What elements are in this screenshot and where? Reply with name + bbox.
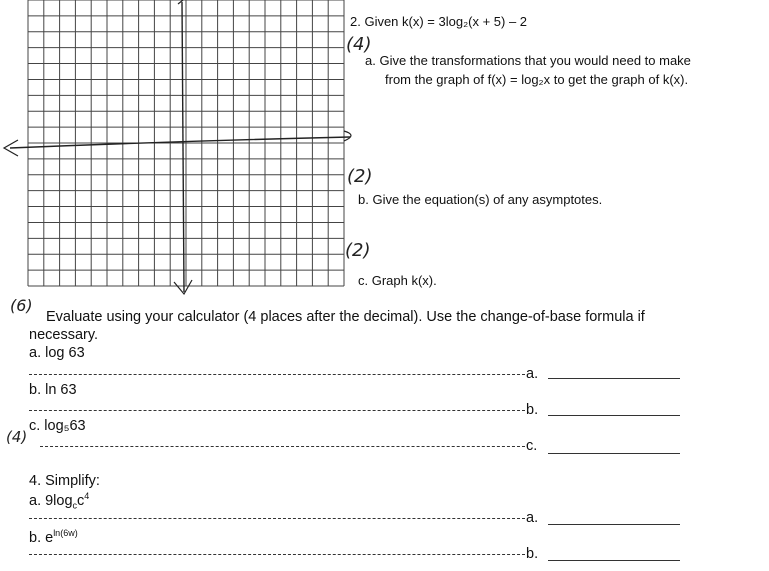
q4a-suffix: c bbox=[77, 492, 85, 509]
q2-title: 2. Given k(x) = 3log₂(x + 5) – 2 bbox=[350, 14, 528, 29]
q3c-dashed-line bbox=[40, 446, 525, 447]
q3c-answer-label: c. bbox=[526, 438, 538, 454]
y-axis-drawn bbox=[182, 2, 184, 292]
q3c-answer-blank[interactable] bbox=[548, 453, 680, 454]
q4a-answer-blank[interactable] bbox=[548, 524, 680, 525]
q4a-sub: c bbox=[72, 500, 78, 511]
q4a-dashed-line bbox=[29, 518, 525, 519]
q3c-label: c. log₅63 bbox=[29, 418, 86, 434]
q4b-answer-label: b. bbox=[526, 546, 539, 562]
q4b-label bbox=[29, 528, 78, 546]
q3b-label: b. ln 63 bbox=[29, 382, 77, 398]
q3b-dashed-line bbox=[29, 410, 525, 411]
q3-text-line2: necessary. bbox=[29, 327, 99, 343]
q4a-answer-label: a. bbox=[526, 510, 539, 526]
q3-marks: (6) bbox=[10, 296, 33, 315]
q3-text-line1: Evaluate using your calculator (4 places after the decimal). Use the change-of-base formula if bbox=[46, 309, 645, 325]
q3a-answer-blank[interactable] bbox=[548, 378, 680, 379]
q2a-text-line1: a. Give the transformations that you would need to make bbox=[365, 53, 691, 68]
q4a-sup: 4 bbox=[84, 491, 90, 501]
q3-side-marks: (4) bbox=[6, 428, 28, 446]
q2a-marks: (4) bbox=[346, 34, 372, 55]
q2c-text: c. Graph k(x). bbox=[358, 273, 437, 288]
q4b-sup: ln(6w) bbox=[53, 528, 78, 538]
q4b-answer-blank[interactable] bbox=[548, 560, 680, 561]
q3a-answer-label: a. bbox=[526, 366, 539, 382]
q2b-text: b. Give the equation(s) of any asymptotes. bbox=[358, 192, 603, 207]
q2c-marks: (2) bbox=[345, 240, 371, 261]
q2a-text-line2: from the graph of f(x) = log₂x to get the graph of k(x). bbox=[385, 72, 689, 87]
y-axis-arrow-bottom bbox=[174, 280, 192, 294]
q4b-prefix: b. e bbox=[29, 529, 54, 546]
q4a-label bbox=[29, 491, 89, 511]
q4a-prefix: a. 9log bbox=[29, 492, 73, 509]
q3a-dashed-line bbox=[29, 374, 525, 375]
x-axis-arrow-right bbox=[344, 131, 351, 141]
q3b-answer-blank[interactable] bbox=[548, 415, 680, 416]
q3a-label: a. log 63 bbox=[29, 345, 85, 361]
q4-title: 4. Simplify: bbox=[29, 473, 100, 489]
q4b-dashed-line bbox=[29, 554, 525, 555]
q3b-answer-label: b. bbox=[526, 402, 539, 418]
q2b-marks: (2) bbox=[347, 166, 373, 187]
